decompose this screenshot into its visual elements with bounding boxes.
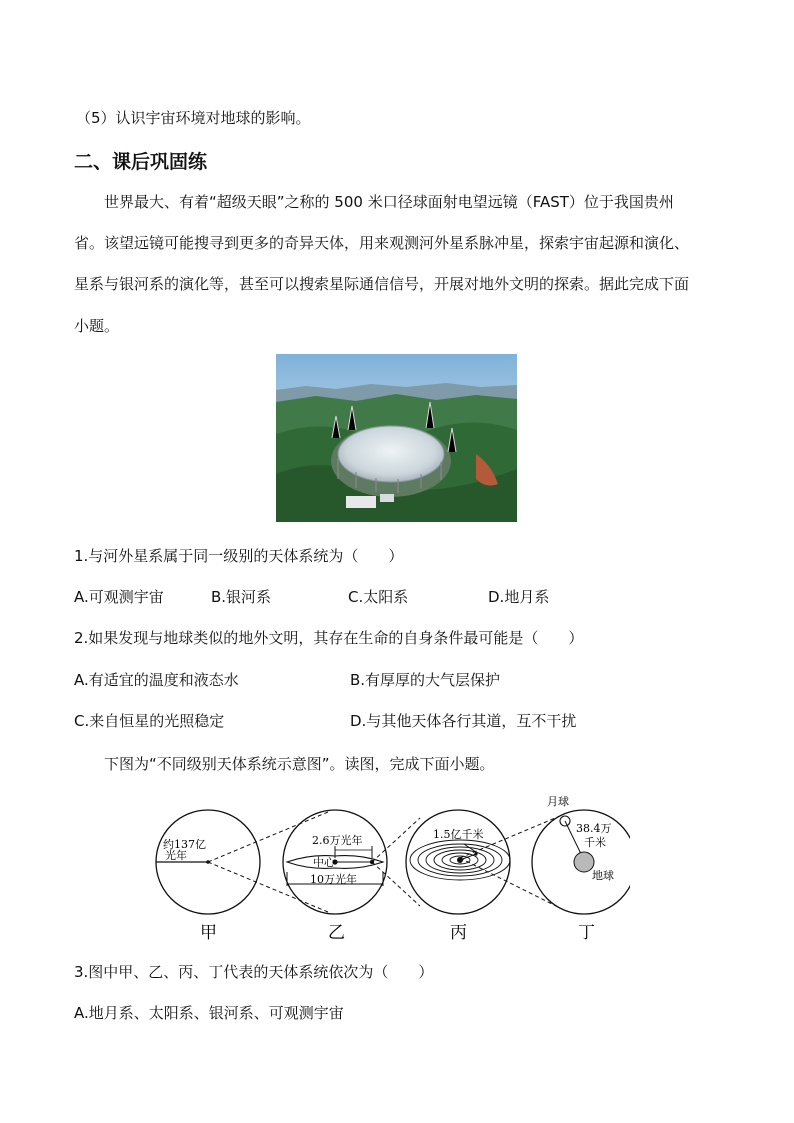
q1-option-d: D.地月系 xyxy=(488,588,550,606)
jia-label-1: 约137亿 xyxy=(163,838,206,851)
yi-top-label: 2.6万光年 xyxy=(312,834,363,847)
q2-option-c: C.来自恒星的光照稳定 xyxy=(74,712,225,730)
fast-telescope-photo xyxy=(276,354,517,522)
jia-label-2: 光年 xyxy=(165,849,187,862)
q3-option-a: A.地月系、太阳系、银河系、可观测宇宙 xyxy=(74,1004,344,1022)
caption-ding: 丁 xyxy=(578,923,595,943)
q2-option-b: B.有厚厚的大气层保护 xyxy=(350,671,501,689)
question-1-stem: 1.与河外星系属于同一级别的天体系统为（ ） xyxy=(74,547,404,565)
caption-bing: 丙 xyxy=(450,923,467,943)
yi-bottom-label: 10万光年 xyxy=(310,873,357,886)
passage-line: 省。该望远镜可能搜寻到更多的奇异天体，用来观测河外星系脉冲星，探索宇宙起源和演化、 xyxy=(74,234,690,252)
ding-earth-label: 地球 xyxy=(592,869,614,882)
diagram-intro: 下图为“不同级别天体系统示意图”。读图，完成下面小题。 xyxy=(104,755,495,773)
ding-distance-2: 千米 xyxy=(584,836,606,849)
q1-option-b: B.银河系 xyxy=(211,588,272,606)
caption-jia: 甲 xyxy=(200,923,217,943)
passage-line: 小题。 xyxy=(74,317,120,335)
ding-moon-label: 月球 xyxy=(547,795,569,808)
question-3-stem: 3.图中甲、乙、丙、丁代表的天体系统依次为（ ） xyxy=(74,963,434,981)
passage-line: 星系与银河系的演化等，甚至可以搜索星际通信信号，开展对地外文明的探索。据此完成下面 xyxy=(74,275,690,293)
section-title: 二、课后巩固练 xyxy=(74,151,208,173)
celestial-systems-diagram xyxy=(150,786,630,946)
question-2-stem: 2.如果发现与地球类似的地外文明，其存在生命的自身条件最可能是（ ） xyxy=(74,629,584,647)
caption-yi: 乙 xyxy=(328,923,345,943)
q1-option-a: A.可观测宇宙 xyxy=(74,588,164,606)
ding-distance-1: 38.4万 xyxy=(576,822,612,835)
q1-option-c: C.太阳系 xyxy=(348,588,409,606)
q2-option-a: A.有适宜的温度和液态水 xyxy=(74,671,239,689)
bing-label: 1.5亿千米 xyxy=(433,828,484,841)
passage-line: 世界最大、有着“超级天眼”之称的 500 米口径球面射电望远镜（FAST）位于我国贵州 xyxy=(104,193,674,211)
q2-option-d: D.与其他天体各行其道，互不干扰 xyxy=(350,712,577,730)
intro-item: （5）认识宇宙环境对地球的影响。 xyxy=(76,109,311,127)
yi-center-label: 中心 xyxy=(313,856,335,869)
